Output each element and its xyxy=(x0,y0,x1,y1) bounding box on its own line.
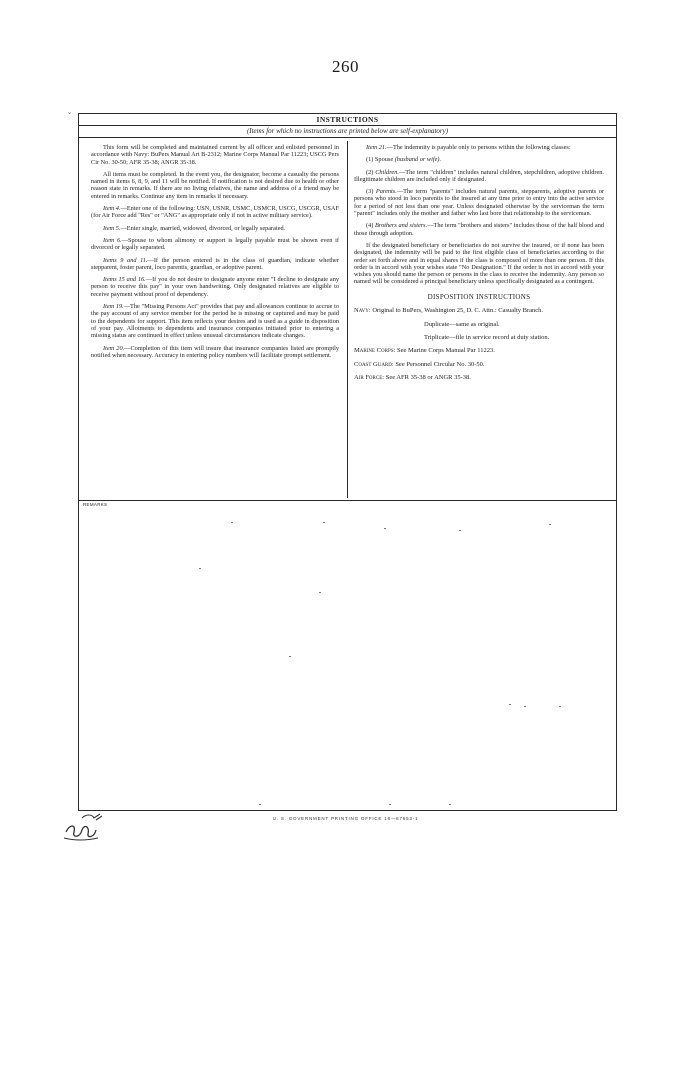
item-5-instruction: Item 5.—Enter single, married, widowed, divorced, or legally separated. xyxy=(103,224,286,232)
handwritten-initials xyxy=(60,808,110,842)
intro-paragraph: This form will be completed and maintained current by all officer and enlisted personnel in accordance with Navy: BuPers Manual Art B-2312; Marine Corps Manual Par 11223; USCG Pers Cir No. 30-50; AFR 35-38; ANGR 35-38. xyxy=(91,144,339,166)
instructions-form xyxy=(78,113,617,811)
disposition-coast-guard: Coast Guard: See Personnel Circular No. 30-50. xyxy=(354,360,485,368)
item-19-instruction: Item 19.—The "Missing Persons Act" provides that pay and allowances continue to accrue to the pay account of any service member for the period he is missing or captured and may be paid to the dependents for support. This item reflects your desires and is used as a guide in disposition of your pay. Allotments to dependents and insurance companies initiated prior to entering a missing status are continued in effect unless unusual circumstances indicate changes. xyxy=(91,303,339,340)
beneficiary-closing-paragraph: If the designated beneficiary or beneficiaries do not survive the insured, or if none has been designated, the indemnity will be paid to the first eligible class of beneficiaries according to the order set forth above and in equal shares if the class is composed of more than one person. If this order is in accord with your wishes state "No Designation." If the order is not in accord with your wishes you should name the person or persons in the class to receive the indemnity. Any person so named will be considered a principal beneficiary unless specifically designated as a contingent. xyxy=(354,241,604,286)
left-instructions-column xyxy=(91,144,339,364)
page-number: 260 xyxy=(332,57,359,76)
printing-office-imprint: U. S. GOVERNMENT PRINTING OFFICE 16—67653-1 xyxy=(272,816,419,821)
disposition-navy-triplicate: Triplicate—file in service record at duty station. xyxy=(424,333,550,341)
class-brothers-sisters: (4) Brothers and sisters.—The term "brothers and sisters" includes those of the half blood and those through adoption. xyxy=(354,222,604,237)
all-items-paragraph: All items must be completed. In the event you, the designator, become a casualty the persons named in items 6, 8, 9, and 11 will be notified. If notification is not desired due to health or other reason state in remarks. If there are no living relatives, the name and address of a friend may be entered in remarks. Continue any item in remarks if necessary. xyxy=(91,170,339,200)
class-parents: (3) Parents.—The term "parents" includes natural parents, stepparents, adoptive parents or persons who stood in loco parentis to the insured at any time prior to entry into the active service for a period of not less than one year. Unless designated otherwise by the serviceman the term "parent" includes only the mother and father who last bore that relationship to the serviceman. xyxy=(354,188,605,218)
item-20-instruction: Item 20.—Completion of this item will insure that insurance companies listed are promptly notified when necessary. Accuracy in entering policy numbers will facilitate prompt settlement. xyxy=(91,344,339,359)
item-6-instruction: Item 6.—Spouse to whom alimony or support is legally payable must be shown even if divorced or legally separated. xyxy=(91,236,339,252)
disposition-navy: Navy: Original to BuPers, Washington 25, D. C. Attn.: Casualty Branch. xyxy=(354,307,544,315)
class-children: (2) Children.—The term "children" includes natural children, stepchildren, adoptive children. Illegitimate children are included only if designated. xyxy=(354,168,605,183)
item-21-instruction: Item 21.—The indemnity is payable only to persons within the following classes: xyxy=(366,144,571,151)
remarks-divider xyxy=(79,500,616,501)
item-4-instruction: Item 4.—Enter one of the following: USN, USNR, USMC, USMCR, USCG, USCGR, USAF (for Air Force add "Res" or "ANG" as appropriate only if not in active military service). xyxy=(91,205,339,220)
margin-mark: ˘ xyxy=(68,111,71,121)
disposition-marine-corps: Marine Corps: See Marine Corps Manual Par 11223. xyxy=(354,347,495,355)
right-instructions-column xyxy=(354,144,604,388)
items-15-16-instruction: Items 15 and 16.—If you do not desire to designate anyone enter "I decline to designate any person to receive this pay" in your own handwriting. Only designated relatives are eligible to receive payment without proof of dependency. xyxy=(91,276,339,298)
class-spouse: (1) Spouse (husband or wife). xyxy=(366,156,442,164)
disposition-air-force: Air Force: See AFR 35-38 or ANGR 35-38. xyxy=(354,374,471,382)
instructions-title: INSTRUCTIONS xyxy=(79,114,616,126)
remarks-label: REMARKS xyxy=(83,502,108,507)
items-9-11-instruction: Items 9 and 11.—If the person entered is in the class of guardian, indicate whether stepparent, foster parent, loco parentis, guardian, or adoptive parent. xyxy=(91,256,340,271)
disposition-heading: DISPOSITION INSTRUCTIONS xyxy=(427,292,531,301)
disposition-navy-duplicate: Duplicate—same as original. xyxy=(424,320,500,328)
instructions-subtitle: (Items for which no instructions are printed below are self-explanatory) xyxy=(79,125,616,138)
column-divider xyxy=(347,141,348,498)
